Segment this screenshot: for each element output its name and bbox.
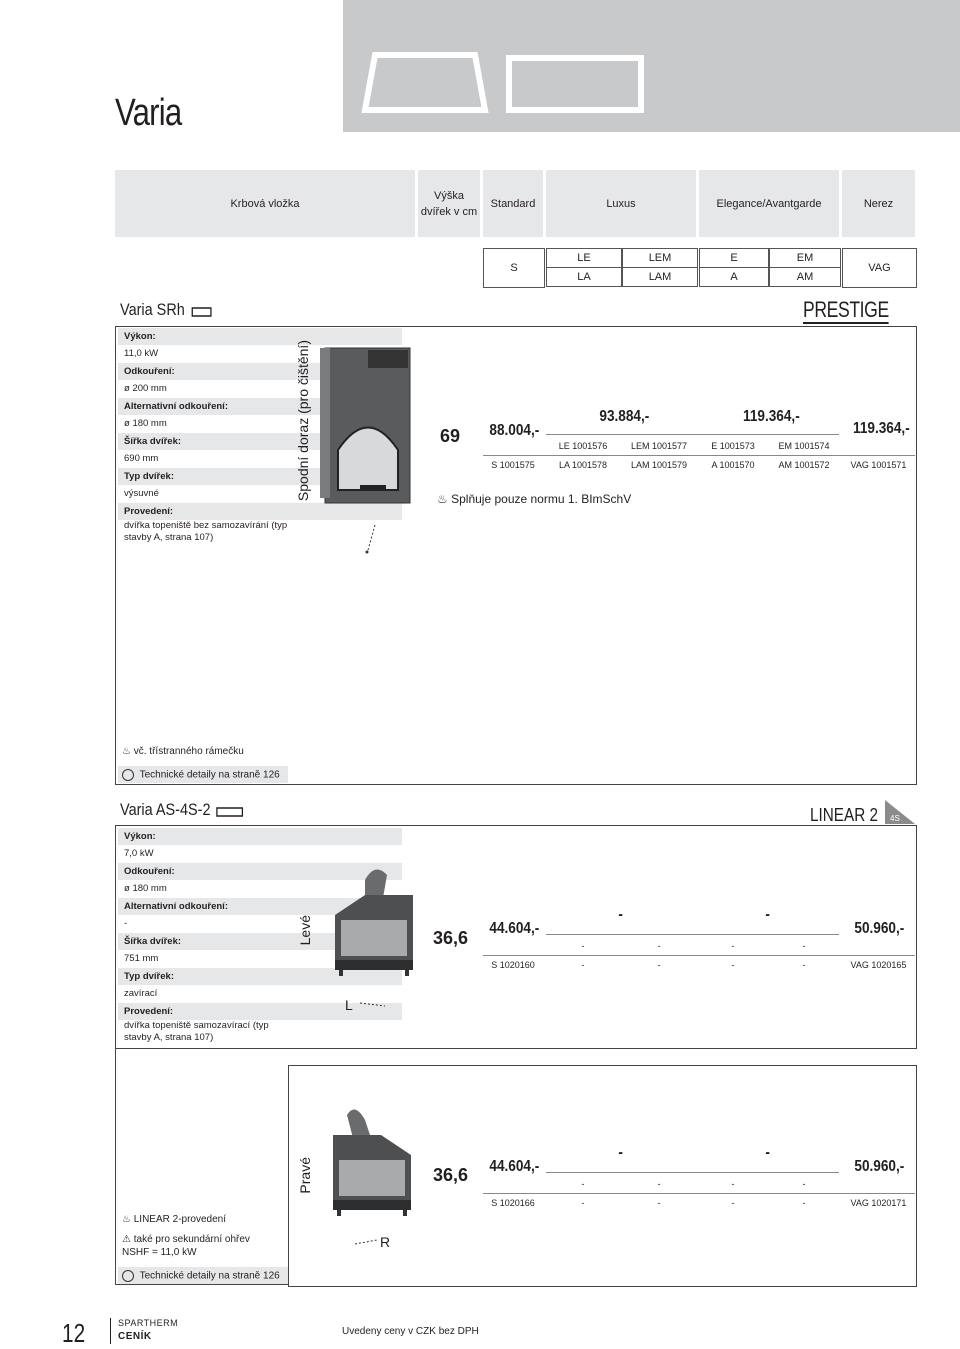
product1-code-a: A 1001570 bbox=[711, 460, 755, 470]
variant2-code-la: - bbox=[581, 1198, 585, 1208]
variant2-price-standard: 44.604,- bbox=[489, 1158, 540, 1175]
product2-brand: LINEAR 2 bbox=[810, 805, 879, 825]
variant-lem: LEM bbox=[622, 248, 698, 268]
page-title: Varia bbox=[115, 92, 182, 134]
variant2-code-e: - bbox=[731, 1179, 735, 1189]
variant2-code-am: - bbox=[802, 1198, 806, 1208]
page-number: 12 bbox=[62, 1318, 86, 1348]
product2-note2: ⚠ také pro sekundární ohřev NSHF = 11,0 kW bbox=[122, 1234, 250, 1258]
door-arch-icon bbox=[189, 304, 215, 318]
spec-value: ø 180 mm bbox=[124, 883, 167, 894]
fireplace-image-1 bbox=[320, 340, 420, 560]
product2-name: Varia AS-4S-2 bbox=[120, 800, 245, 820]
spec-label: Alternativní odkouření: bbox=[118, 898, 402, 915]
product1-code-vag: VAG 1001571 bbox=[850, 460, 907, 470]
variant2-height: 36,6 bbox=[433, 1165, 469, 1185]
spec-label: Výkon: bbox=[118, 828, 402, 845]
variant2-orientation-cell bbox=[292, 1145, 318, 1205]
product1-height: 69 bbox=[440, 426, 461, 446]
col-nerez-header: Nerez bbox=[842, 170, 915, 237]
fireplace-image-2 bbox=[325, 860, 420, 1010]
spec-value: 11,0 kW bbox=[124, 348, 159, 359]
spec-value: 690 mm bbox=[124, 453, 159, 464]
variant-vag: VAG bbox=[842, 248, 917, 288]
variant2-price-luxus: - bbox=[618, 1144, 623, 1161]
variant2-code-le: - bbox=[581, 1179, 585, 1189]
variant2-code-vag: VAG 1020171 bbox=[850, 1198, 907, 1208]
product2-note1: ♨ LINEAR 2-provedení bbox=[122, 1214, 227, 1225]
variant2-code-em: - bbox=[802, 1179, 806, 1189]
info-circle-icon bbox=[122, 1270, 134, 1282]
variant-am: AM bbox=[769, 267, 841, 287]
variant-le: LE bbox=[546, 248, 622, 268]
col-elegance-header: Elegance/Avantgarde bbox=[699, 170, 839, 237]
product1-price-nerez: 119.364,- bbox=[853, 420, 910, 437]
product1-code-e: E 1001573 bbox=[711, 441, 755, 451]
col-standard-header: Standard bbox=[483, 170, 543, 237]
variant1-code-la: - bbox=[581, 960, 585, 970]
col-height-header: Výška dvířek v cm bbox=[418, 170, 480, 237]
variant2-code-lem: - bbox=[657, 1179, 661, 1189]
variant1-price-elegance: - bbox=[765, 906, 770, 923]
variant1-code-s: S 1020160 bbox=[491, 960, 535, 970]
product1-code-em: EM 1001574 bbox=[778, 441, 830, 451]
header-band bbox=[343, 0, 960, 132]
product1-code-lem: LEM 1001577 bbox=[630, 441, 688, 451]
spec-value: 7,0 kW bbox=[124, 848, 154, 859]
spec-label: Odkouření: bbox=[118, 363, 402, 380]
product1-code-le: LE 1001576 bbox=[558, 441, 608, 451]
product1-code-la: LA 1001578 bbox=[558, 460, 608, 470]
product1-note1: ♨ vč. třístranného rámečku bbox=[122, 746, 244, 757]
variant1-orientation: Levé bbox=[297, 914, 313, 946]
flame-icon: ♨ bbox=[122, 1214, 131, 1225]
variant2-code-lam: - bbox=[657, 1198, 661, 1208]
col-luxus-header: Luxus bbox=[546, 170, 696, 237]
variant1-code-a: - bbox=[731, 960, 735, 970]
product1-norm: ♨ Splňuje pouze normu 1. BImSchV bbox=[437, 492, 632, 506]
variant1-code-lem: - bbox=[657, 941, 661, 951]
svg-text:L: L bbox=[345, 997, 353, 1010]
spec-value: výsuvné bbox=[124, 488, 159, 499]
product1-price-luxus: 93.884,- bbox=[599, 408, 650, 425]
footer-note: Uvedeny ceny v CZK bez DPH bbox=[342, 1326, 479, 1337]
variant1-code-vag: VAG 1020165 bbox=[850, 960, 907, 970]
spec-value: dvířka topeniště bez samozavírání (typ stavby A, strana 107) bbox=[124, 520, 288, 543]
product1-brand: PRESTIGE bbox=[803, 297, 889, 322]
product1-name: Varia SRh bbox=[120, 300, 214, 320]
variant1-code-em: - bbox=[802, 941, 806, 951]
fireplace-image-3 bbox=[325, 1100, 420, 1250]
flame-icon: ♨ bbox=[437, 492, 448, 506]
footer-brand: SPARTHERM bbox=[118, 1318, 179, 1328]
spec-label: Provedení: bbox=[118, 1003, 402, 1020]
spec-value: - bbox=[124, 918, 128, 929]
variant-e: E bbox=[699, 248, 769, 268]
variant2-price-nerez: 50.960,- bbox=[854, 1158, 905, 1175]
product1-code-am: AM 1001572 bbox=[778, 460, 830, 470]
spec-value: 751 mm bbox=[124, 953, 159, 964]
variant2-code-s: S 1020166 bbox=[491, 1198, 535, 1208]
spec-value: ø 200 mm bbox=[124, 383, 167, 394]
door-shape-icons bbox=[343, 0, 960, 132]
warning-icon: ⚠ bbox=[122, 1234, 131, 1245]
variant1-orientation-cell bbox=[292, 900, 318, 960]
spec-label: Odkouření: bbox=[118, 863, 402, 880]
variant2-code-a: - bbox=[731, 1198, 735, 1208]
product1-orientation-cell bbox=[288, 326, 318, 516]
flame-icon: ♨ bbox=[122, 746, 131, 757]
variant1-code-e: - bbox=[731, 941, 735, 951]
variant-s: S bbox=[483, 248, 545, 288]
variant1-code-lam: - bbox=[657, 960, 661, 970]
spec-label: Alternativní odkouření: bbox=[118, 398, 402, 415]
variant1-code-am: - bbox=[802, 960, 806, 970]
4s-badge-icon bbox=[885, 800, 915, 824]
product1-note2: Technické detaily na straně 126 bbox=[122, 769, 280, 781]
product1-code-lam: LAM 1001579 bbox=[630, 460, 688, 470]
variant1-price-luxus: - bbox=[618, 906, 623, 923]
product1-orientation: Spodní doraz (pro čištění) bbox=[295, 340, 311, 502]
spec-value: zavírací bbox=[124, 988, 158, 999]
door-rect-icon bbox=[215, 804, 246, 818]
footer-sub: CENÍK bbox=[118, 1331, 152, 1342]
product1-price-elegance: 119.364,- bbox=[743, 408, 800, 425]
spec-label: Typ dvířek: bbox=[118, 968, 402, 985]
svg-text:4S: 4S bbox=[890, 814, 900, 823]
spec-label: Šířka dvířek: bbox=[118, 433, 402, 450]
product1-price-standard: 88.004,- bbox=[489, 422, 540, 439]
col-insert-header: Krbová vložka bbox=[115, 170, 415, 237]
variant1-code-le: - bbox=[581, 941, 585, 951]
variant-la: LA bbox=[546, 267, 622, 287]
variant-lam: LAM bbox=[622, 267, 698, 287]
product1-code-s: S 1001575 bbox=[491, 460, 535, 470]
variant1-price-standard: 44.604,- bbox=[489, 920, 540, 937]
variant-a: A bbox=[699, 267, 769, 287]
variant1-height: 36,6 bbox=[433, 928, 469, 948]
product2-note3: Technické detaily na straně 126 bbox=[122, 1270, 280, 1282]
spec-label: Výkon: bbox=[118, 328, 402, 345]
spec-label: Šířka dvířek: bbox=[118, 933, 402, 950]
variant1-price-nerez: 50.960,- bbox=[854, 920, 905, 937]
spec-label: Provedení: bbox=[118, 503, 402, 520]
spec-value: ø 180 mm bbox=[124, 418, 167, 429]
variant2-orientation: Pravé bbox=[297, 1156, 313, 1194]
info-circle-icon bbox=[122, 769, 134, 781]
variant-em: EM bbox=[769, 248, 841, 268]
spec-value: dvířka topeniště samozavírací (typ stavby A, strana 107) bbox=[124, 1020, 269, 1043]
svg-text:R: R bbox=[380, 1234, 391, 1250]
variant2-price-elegance: - bbox=[765, 1144, 770, 1161]
spec-label: Typ dvířek: bbox=[118, 468, 402, 485]
